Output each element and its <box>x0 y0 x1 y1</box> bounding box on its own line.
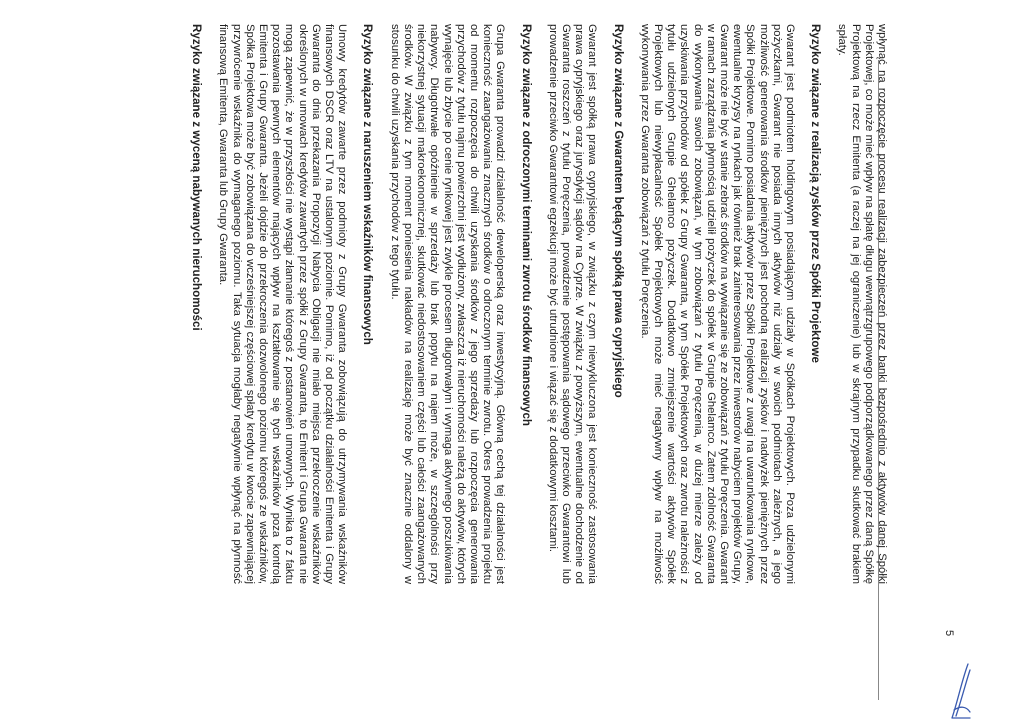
paragraph: Gwarant jest spółką prawa cypryjskiego, w związku z czym niewykluczona jest konieczność zastosowania prawa cypryjskiego oraz jurysdykcji sądów na Cyprze. W związku z powyższym, ewentualne dochodzenie od Gwaranta roszczeń z tytułu Poręczenia, prowadzenie postępowania sądowego przeciwko Gwarantowi lub prowadzenie przeciwko Gwarantowi egzekucji może być utrudnione i wiązać się z dodatkowymi kosztami. <box>546 24 599 584</box>
section-heading: Ryzyko związane z odroczonymi terminami zwrotu środków finansowych <box>519 24 533 426</box>
document-body <box>120 24 888 584</box>
section-heading: Ryzyko związane z wyceną nabywanych nieruchomości <box>190 24 204 331</box>
paragraph: Umowy kredytów zawarte przez podmioty z Grupy Gwaranta zobowiązują do utrzymywania wskaźników finansowych DSCR oraz LTV na ustalonym poziomie. Pomimo, iż od początku działalności Emitenta i Grupy Gwaranta do dnia przekazania Propozycji Nabycia Obligacji nie miało miejsca przekroczenie wskaźników określonych w umowach kredytów zawartych przez spółki z Grupy Gwaranta, to Emitent i Grupa Gwaranta nie mogą zapewnić, że w przyszłości nie wystąpi złamanie któregoś z postanowień umownych. Wynika to z faktu pozostawania pewnych elementów mających wpływ na kształtowanie się tych wskaźników poza kontrolą Emitenta i Grupy Gwaranta. Jeżeli dojdzie do przekroczenia dozwolonego poziomu któregoś ze wskaźników, Spółka Projektowa może być zobowiązana do wcześniejszej częściowej spłaty kredytu w kwocie zapewniającej przywrócenie wskaźnika do wymaganego poziomu. Taka sytuacja mogłaby negatywnie wpłynąć na płynność finansową Emitenta, Gwaranta lub Grupy Gwaranta. <box>217 24 349 584</box>
paragraph: Grupa Gwaranta prowadzi działalność deweloperską oraz inwestycyjną. Główną cechą tej działalności jest konieczność zaangażowania znacznych środków o odroczonym terminie zwrotu. Okres prowadzenia projektu od momentu rozpoczęcia do chwili uzyskania środków z jego sprzedaży lub rozpoczęcia generowania przychodów z tytułu najmu powierzchni jest wydłużony, zwłaszcza iż nieruchomości należą do aktywów, których wynajęcie lub zbycie po cenie rynkowej jest zwykle procesem długotrwałym i wymaga aktywnego poszukiwania nabywcy. Długotrwałe opóźnienie w sprzedaży lub brak popytu na najem może, w szczególności przy niekorzystnej sytuacji makroekonomicznej, skutkować niedostosowaniem części lub całości zaangażowanych środków. W związku z tym moment poniesienia nakładów na realizację może być znacznie oddalony w stosunku do chwili uzyskania przychodów z tego tytułu. <box>388 24 507 584</box>
section-heading: Ryzyko związane z Gwarantem będącym spółką prawa cypryjskiego <box>611 24 625 398</box>
section-heading: Ryzyko związane z realizacją zysków przez Spółki Projektowe <box>809 24 823 363</box>
signature-mark <box>948 660 974 720</box>
paragraph: wpłynąć na rozpoczęcie procesu realizacji zabezpieczeń przez banki bezpośrednio z aktywów danej Spółki Projektowej, co może mieć wpływ na spłatę długu wewnątrzgrupowego podporządkowanego przez daną Spółkę Projektową na rzecz Emitenta (a raczej na jej ograniczenie) lub w skrajnym przypadku skutkować brakiem spłaty. <box>836 24 888 584</box>
page-number: 5 <box>943 629 956 637</box>
section-heading: Ryzyko związane z naruszeniem wskaźników finansowych <box>361 24 375 345</box>
paragraph: Gwarant jest podmiotem holdingowym posiadającym udziały w Spółkach Projektowych. Poza udzielonymi pożyczkami, Gwarant nie posiada innych aktywów niż udziały w swoich podmiotach zależnych, a jego możliwość generowania środków pieniężnych jest pochodną realizacji zysków i nadwyżek pieniężnych przez Spółki Projektowe. Pomimo posiadania aktywów przez Spółki Projektowe z uwagi na uwarunkowania rynkowe, ewentualne kryzysy na rynkach jak również brak zainteresowania przez inwestorów nabyciem projektów Grupy, Gwarant może nie być w stanie zebrać środków na wywiązanie się ze zobowiązań z tytułu Poręczenia. Gwarant w ramach zarządzania płynnością udzielił pożyczek do spółek w Grupie Ghelamco. Zatem zdolność Gwaranta do wykonywania swoich zobowiązań, w tym zobowiązań z tytułu Poręczenia, w dużej mierze zależy od uzyskiwania przychodów od spółek z Grupy Gwaranta, w tym Spółek Projektowych oraz zwrotu należności z tytułu udzielonych Grupie Ghelamco pożyczek. Dodatkowo zmniejszenie wartości aktywów Spółek Projektowych lub niewypłacalność Spółek Projektowych może mieć negatywny wpływ na możliwość wykonywania przez Gwaranta zobowiązań z tytułu Poręczenia. <box>638 24 796 584</box>
